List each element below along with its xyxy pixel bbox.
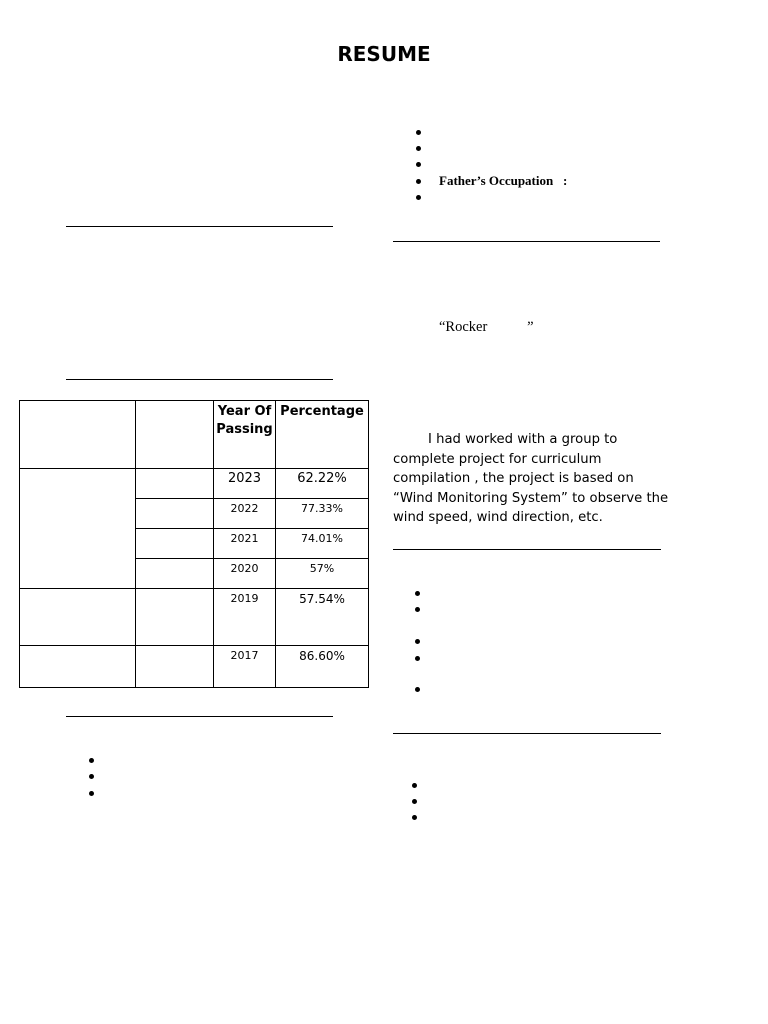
table-header-row xyxy=(20,401,369,469)
year-cell: 2019 xyxy=(214,589,276,646)
table-cell xyxy=(20,589,136,646)
bullet xyxy=(89,774,94,779)
bullet xyxy=(416,179,421,184)
bullet xyxy=(416,162,421,167)
year-cell: 2021 xyxy=(214,529,276,559)
bullet xyxy=(415,656,420,661)
table-cell xyxy=(136,589,214,646)
bullet xyxy=(89,758,94,763)
section-divider xyxy=(393,549,661,550)
table-cell xyxy=(136,499,214,529)
bullet xyxy=(415,607,420,612)
table-cell xyxy=(136,529,214,559)
year-cell: 2022 xyxy=(214,499,276,529)
table-cell xyxy=(136,469,214,499)
header-cell xyxy=(136,401,214,469)
percentage-cell: 86.60% xyxy=(276,646,369,688)
fathers-occupation-label: Father’s Occupation : xyxy=(439,173,568,188)
bullet xyxy=(89,791,94,796)
header-cell-year: Year Of Passing xyxy=(214,401,276,469)
section-divider xyxy=(66,226,333,227)
section-divider xyxy=(393,241,660,242)
bullet xyxy=(416,146,421,151)
percentage-cell: 77.33% xyxy=(276,499,369,529)
bullet xyxy=(412,799,417,804)
page-title: RESUME xyxy=(337,42,431,66)
table-row xyxy=(20,589,369,646)
section-divider xyxy=(66,716,333,717)
year-cell: 2020 xyxy=(214,559,276,589)
percentage-cell: 57% xyxy=(276,559,369,589)
bullet xyxy=(415,591,420,596)
table-cell xyxy=(20,469,136,589)
percentage-cell: 57.54% xyxy=(276,589,369,646)
bullet xyxy=(412,815,417,820)
bullet xyxy=(415,639,420,644)
hobby-quote: “Rocker ” xyxy=(439,319,534,335)
education-table xyxy=(19,400,369,688)
project-text: I had worked with a group to complete project for curriculum compilation , the project is based on “Wind Monitoring System” to observe the wind speed, wind direction, etc. xyxy=(393,432,669,525)
table-cell xyxy=(136,646,214,688)
bullet xyxy=(415,687,420,692)
header-cell-percentage: Percentage xyxy=(276,401,369,469)
table-row xyxy=(20,646,369,688)
project-description xyxy=(393,430,675,528)
year-cell: 2017 xyxy=(214,646,276,688)
bullet xyxy=(416,195,421,200)
table-cell xyxy=(136,559,214,589)
table-row xyxy=(20,469,369,499)
percentage-cell: 62.22% xyxy=(276,469,369,499)
bullet xyxy=(416,130,421,135)
header-cell xyxy=(20,401,136,469)
year-cell: 2023 xyxy=(214,469,276,499)
percentage-cell: 74.01% xyxy=(276,529,369,559)
section-divider xyxy=(66,379,333,380)
table-cell xyxy=(20,646,136,688)
section-divider xyxy=(393,733,661,734)
bullet xyxy=(412,783,417,788)
